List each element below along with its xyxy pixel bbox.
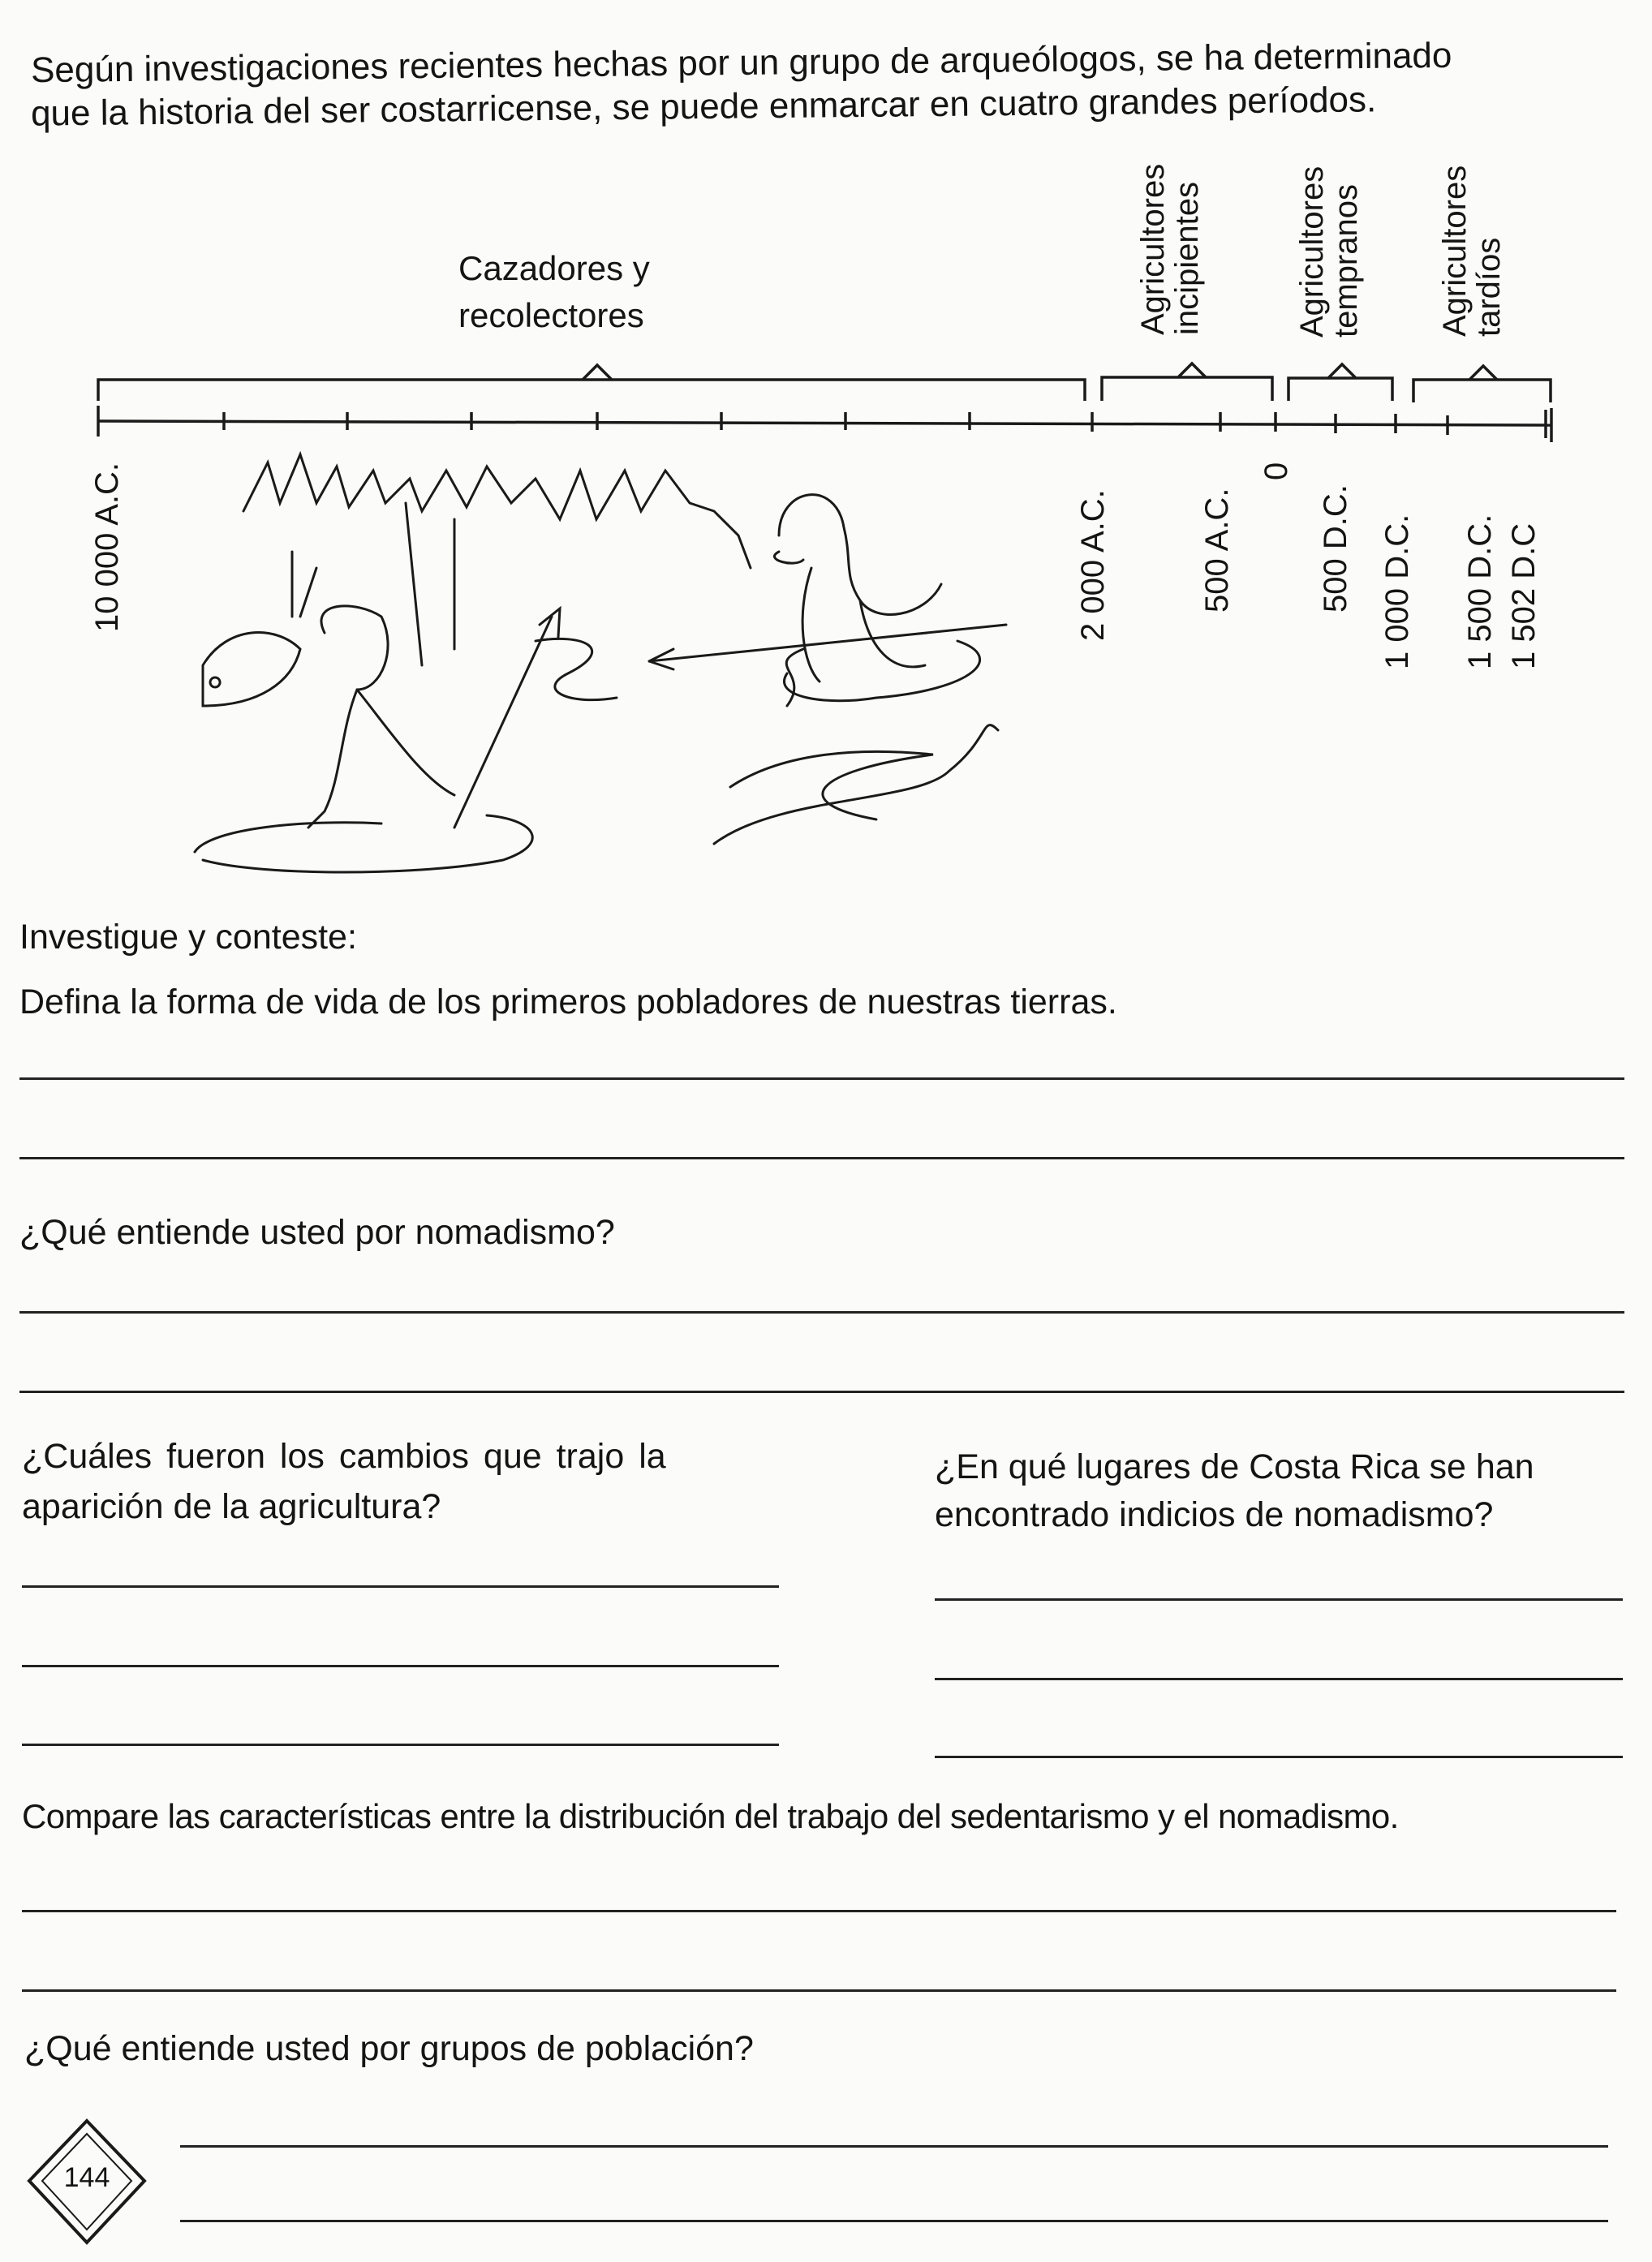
instructions-heading: Investigue y conteste: <box>19 918 357 957</box>
question-4-line-2: encontrado indicios de nomadismo? <box>935 1495 1494 1534</box>
question-3-line-1: ¿Cuáles fueron los cambios que trajo la <box>22 1437 666 1476</box>
question-1: Defina la forma de vida de los primeros pobladores de nuestras tierras. <box>19 983 1117 1021</box>
answer-line[interactable] <box>22 1989 1616 1992</box>
grass-icon <box>243 454 751 568</box>
period-line: Agricultores <box>1135 163 1171 335</box>
question-6: ¿Qué entiende usted por grupos de población? <box>24 2029 754 2068</box>
question-2: ¿Qué entiende usted por nomadismo? <box>19 1213 615 1252</box>
answer-line[interactable] <box>935 1678 1623 1680</box>
answer-line[interactable] <box>22 1744 779 1746</box>
spear-icon <box>649 625 1006 669</box>
period-line: Agricultores <box>1294 166 1330 338</box>
right-hunter-icon <box>774 495 941 682</box>
answer-line[interactable] <box>19 1157 1624 1159</box>
answer-line[interactable] <box>19 1391 1624 1393</box>
period-line: tempranos <box>1328 184 1364 338</box>
period-label-cazadores-2: recolectores <box>458 296 644 334</box>
fish-icon <box>203 633 300 706</box>
date-label: 1 000 D.C. <box>1379 514 1415 669</box>
date-label: 2 000 A.C. <box>1075 489 1111 641</box>
river-icon <box>536 639 998 844</box>
answer-line[interactable] <box>19 1311 1624 1314</box>
date-label: 1 502 D.C <box>1506 522 1542 669</box>
period-line: tardíos <box>1471 237 1507 337</box>
date-label: 500 D.C. <box>1318 484 1353 613</box>
period-line: incipientes <box>1169 181 1205 335</box>
answer-line[interactable] <box>180 2145 1608 2148</box>
period-line: Agricultores <box>1437 165 1473 337</box>
question-4-line-1: ¿En qué lugares de Costa Rica se han <box>935 1447 1534 1486</box>
date-label: 1 500 D.C. <box>1462 514 1498 669</box>
answer-line[interactable] <box>22 1910 1616 1912</box>
answer-line[interactable] <box>19 1077 1624 1080</box>
left-hunter-icon <box>292 552 454 828</box>
date-label: 500 A.C. <box>1199 488 1235 613</box>
answer-line[interactable] <box>935 1756 1623 1758</box>
date-label: 10 000 A.C. <box>89 462 125 633</box>
page-number: 144 <box>63 2162 110 2193</box>
answer-line[interactable] <box>22 1585 779 1588</box>
hunters-fishing-illustration <box>0 0 1652 892</box>
water-ripples-icon <box>195 641 980 872</box>
answer-line[interactable] <box>22 1665 779 1667</box>
date-label: 0 <box>1258 462 1294 480</box>
answer-line[interactable] <box>180 2220 1608 2222</box>
question-5: Compare las características entre la distribución del trabajo del sedentarismo y el nomadismo. <box>22 1797 1399 1835</box>
intro-line-2: que la historia del ser costarricense, se puede enmarcar en cuatro grandes períodos. <box>30 80 1377 134</box>
period-label-cazadores-1: Cazadores y <box>458 249 650 287</box>
intro-line-1: Según investigaciones recientes hechas por un grupo de arqueólogos, se ha determinado <box>30 35 1452 91</box>
question-3-line-2: aparición de la agricultura? <box>22 1487 441 1526</box>
answer-line[interactable] <box>935 1598 1623 1601</box>
spear-icon <box>454 609 560 828</box>
